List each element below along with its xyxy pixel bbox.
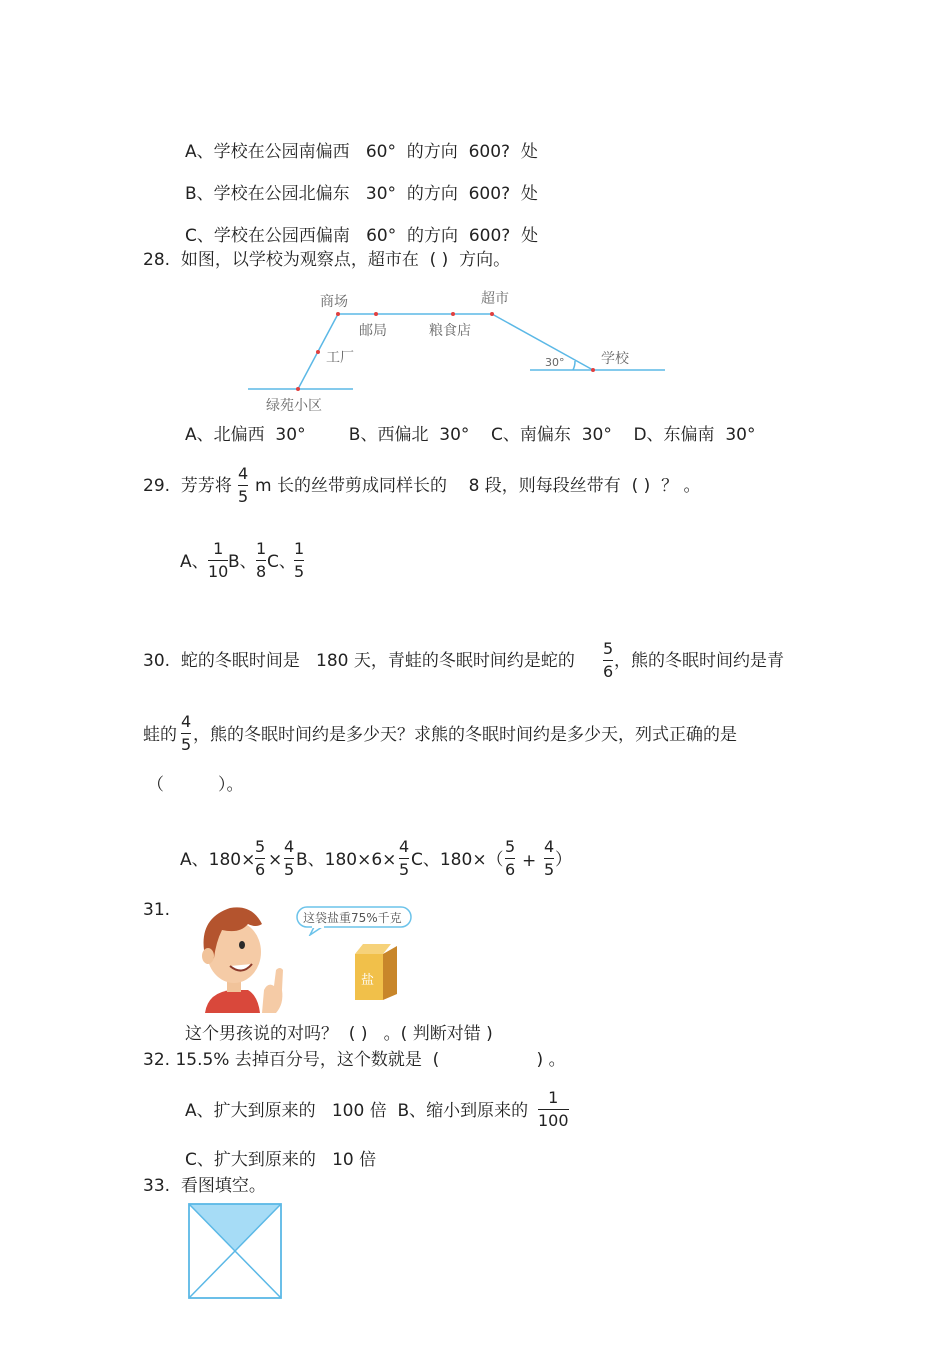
- numerator: 5: [505, 837, 516, 856]
- q30-option-b-fraction: [399, 838, 409, 879]
- label-chaoshi: 超市: [481, 291, 509, 307]
- q31-question: 这个男孩说的对吗？ ( ) 。( 判断对错 ): [185, 1024, 493, 1044]
- numerator: 1: [256, 539, 267, 558]
- youju-point: [374, 312, 378, 316]
- q29-option-c-fraction: [294, 540, 304, 581]
- numerator: 4: [284, 837, 295, 856]
- q32-options-ab: A、扩大到原来的 100 倍 B、缩小到原来的: [185, 1101, 529, 1121]
- denominator: 6: [505, 860, 516, 879]
- denominator: 5: [284, 860, 295, 879]
- liangshidian-point: [451, 312, 455, 316]
- numerator: 1: [294, 539, 305, 558]
- boy-illustration: [190, 900, 290, 1015]
- q29-option-c-label: C、: [267, 552, 296, 572]
- numerator: 4: [544, 837, 555, 856]
- shangchang-point: [336, 312, 340, 316]
- label-xuexiao: 学校: [601, 351, 629, 367]
- q29-option-b-label: B、: [228, 552, 257, 572]
- q32-stem: 32. 15.5% 去掉百分号，这个数就是 ( ) 。: [143, 1050, 566, 1070]
- q29-option-a-label: A、: [180, 552, 209, 572]
- denominator: 10: [208, 562, 229, 581]
- lvyuan-point: [296, 387, 300, 391]
- label-shangchang: 商场: [320, 294, 348, 310]
- q30-line2-end: ，熊的冬眠时间约是多少天？求熊的冬眠时间约是多少天，列式正确的是: [193, 725, 737, 745]
- xuexiao-point: [591, 368, 595, 372]
- q28-stem: 28. 如图，以学校为观察点，超市在 ( ) 方向。: [143, 250, 511, 270]
- q31-number: 31.: [143, 900, 171, 920]
- numerator: 5: [255, 837, 266, 856]
- label-youju: 邮局: [359, 323, 387, 339]
- q30-line1: 30. 蛇的冬眠时间是 180 天，青蛙的冬眠时间约是蛇的: [143, 651, 575, 671]
- numerator: 4: [181, 712, 192, 731]
- q30-option-a-fraction1: [255, 838, 265, 879]
- q30-line3: （ ）。: [147, 775, 244, 795]
- q32-option-c: C、扩大到原来的 10 倍: [185, 1150, 377, 1170]
- q30-option-c-fraction2: [544, 838, 554, 879]
- denominator: 5: [238, 487, 249, 506]
- label-angle: 30°: [545, 356, 565, 369]
- denominator: 5: [544, 860, 555, 879]
- numerator: 4: [399, 837, 410, 856]
- salt-label: 盐: [361, 973, 375, 988]
- q29-option-b-fraction: [256, 540, 266, 581]
- q27-option-b: B、学校在公园北偏东 30° 的方向 600? 处: [185, 184, 538, 204]
- q29-option-a-fraction: [208, 540, 228, 581]
- q30-option-a-pre: A、180×: [180, 850, 256, 870]
- label-liangshidian: 粮食店: [429, 323, 471, 339]
- numerator: 1: [213, 539, 224, 558]
- salt-bag-icon: [351, 942, 401, 1002]
- numerator: 4: [238, 464, 249, 483]
- q28-direction-map: [245, 285, 675, 415]
- q30-option-c-plus: +: [522, 851, 537, 871]
- q30-option-c-fraction1: [505, 838, 515, 879]
- denominator: 5: [399, 860, 410, 879]
- q27-option-a: A、学校在公园南偏西 60° 的方向 600? 处: [185, 142, 538, 162]
- denominator: 6: [255, 860, 266, 879]
- q32-fraction: [538, 1089, 569, 1130]
- q29-stem-post: m 长的丝带剪成同样长的 8 段，则每段丝带有 ( ) ？ 。: [255, 476, 701, 496]
- q28-options: A、北偏西 30° B、西偏北 30° C、南偏东 30° D、东偏南 30°: [185, 425, 756, 445]
- q29-stem-pre: 29. 芳芳将: [143, 476, 232, 496]
- q30-option-a-fraction2: [284, 838, 294, 879]
- denominator: 6: [603, 662, 614, 681]
- gongchang-point: [316, 350, 320, 354]
- square-diagram: [187, 1202, 283, 1300]
- numerator: 1: [548, 1088, 559, 1107]
- q27-option-c: C、学校在公园西偏南 60° 的方向 600? 处: [185, 226, 539, 246]
- speech-bubble: [296, 906, 414, 936]
- bubble-text: 这袋盐重75%千克: [303, 911, 402, 925]
- denominator: 8: [256, 562, 267, 581]
- denominator: 5: [294, 562, 305, 581]
- q30-option-b-pre: B、180×6×: [296, 850, 397, 870]
- q30-option-c-pre: C、180×（: [411, 850, 504, 870]
- chaoshi-point: [490, 312, 494, 316]
- numerator: 5: [603, 639, 614, 658]
- label-gongchang: 工厂: [326, 350, 354, 366]
- q33-stem: 33. 看图填空。: [143, 1176, 266, 1196]
- denominator: 100: [538, 1111, 569, 1130]
- q29-fraction: [238, 465, 248, 506]
- q30-fraction-4-5: [181, 713, 191, 754]
- q30-line2-start: 蛙的: [143, 725, 177, 745]
- denominator: 5: [181, 735, 192, 754]
- q30-fraction-5-6: [603, 640, 613, 681]
- q30-line1-end: ，熊的冬眠时间约是青: [614, 651, 784, 671]
- q30-option-c-close: ）: [555, 850, 572, 870]
- q30-option-a-times: ×: [268, 850, 283, 870]
- label-lvyuan: 绿苑小区: [266, 398, 322, 414]
